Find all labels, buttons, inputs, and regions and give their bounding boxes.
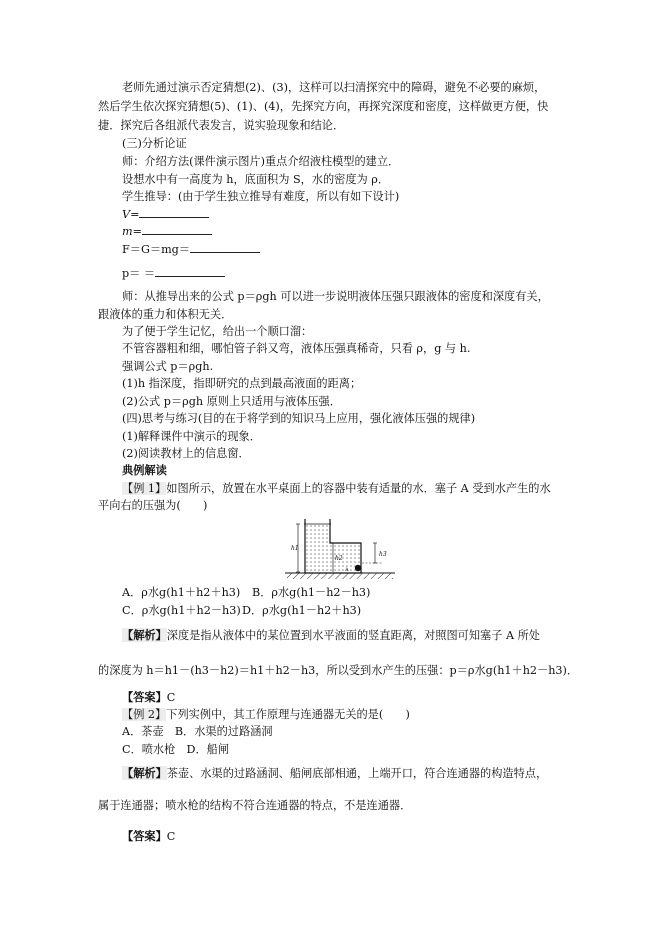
- option-cd: C．喷水枪 D．船闸: [122, 743, 230, 756]
- solution-text: 深度是指从液体中的某位置到水平液面的竖直距离，对照图可知塞子 A 所处: [166, 629, 540, 642]
- option-b: B．ρ水g(h1－h2－h3): [252, 586, 371, 599]
- examples-heading: 典例解读: [122, 463, 167, 477]
- answer-blank: [139, 216, 209, 218]
- paragraph-line: 然后学生依次探究猜想(5)、(1)、(4)，先探究方向，再探究深度和密度，这样做更方便，快: [98, 100, 549, 113]
- formula-p: [122, 266, 225, 281]
- answer-blank: [142, 233, 212, 235]
- container-diagram: [285, 516, 395, 582]
- example-2-question: [122, 707, 410, 722]
- formula-label: m=: [122, 225, 142, 238]
- formula-label: F＝G＝mg＝: [122, 243, 191, 256]
- option-d: D．ρ水g(h1－h2＋h3): [242, 604, 362, 617]
- paragraph-line: 的深度为 h＝h1－(h3－h2)＝h1＋h2－h3，所以受到水产生的压强：p＝ρ水g(h1＋h2－h3)．: [98, 664, 579, 677]
- paragraph-line: 不管容器粗和细，哪怕管子斜又弯，液体压强真稀奇，只看 ρ，g 与 h.: [122, 342, 471, 355]
- question-text: 如图所示，放置在水平桌面上的容器中装有适量的水．塞子 A 受到水产生的水: [166, 482, 551, 495]
- example-1-answer: [122, 690, 175, 705]
- formula-v: [122, 207, 209, 222]
- paragraph-line: 设想水中有一高度为 h，底面积为 S，水的密度为 ρ．: [122, 173, 390, 186]
- solution-tag: 【解析】: [122, 766, 167, 780]
- paragraph-line: 老师先通过演示否定猜想(2)、(3)，这样可以扫清探究中的障碍，避免不必要的麻烦，: [122, 81, 546, 94]
- section-heading: (三)分析论证: [122, 137, 187, 150]
- answer-tag: 【答案】: [122, 690, 167, 704]
- paragraph-line: 强调公式 p＝ρgh.: [122, 360, 214, 373]
- option-a: A．ρ水g(h1＋h2＋h3): [122, 586, 241, 599]
- formula-label: V=: [122, 208, 140, 221]
- stopper-a: [355, 565, 361, 571]
- formula-f: [122, 242, 260, 257]
- question-text: 下列实例中，其工作原理与连通器无关的是( ): [166, 708, 410, 721]
- example-tag: 【例 2】: [122, 708, 167, 721]
- example-2-solution: [122, 766, 547, 781]
- paragraph-line: 属于连通器；喷水枪的结构不符合连通器的特点，不是连通器．: [98, 799, 412, 812]
- answer-blank: [190, 251, 260, 253]
- solution-text: 茶壶、水渠的过路涵洞、船闸底部相通，上端开口，符合连通器的构造特点，: [166, 767, 548, 780]
- answer-value: C: [166, 830, 176, 843]
- option-ab: A．茶壶 B．水渠的过路涵洞: [122, 725, 273, 738]
- example-1-solution: [122, 628, 540, 643]
- ground-hatch: [287, 573, 393, 579]
- paragraph-line: 师：介绍方法(课件演示图片)重点介绍液柱模型的建立．: [122, 155, 400, 168]
- paragraph-line: (1)h 指深度，指即研究的点到最高液面的距离；: [122, 377, 362, 390]
- formula-m: [122, 224, 212, 239]
- answer-value: C: [166, 691, 176, 704]
- paragraph-line: 捷．探究后各组派代表发言，说实验现象和结论．: [98, 119, 345, 132]
- paragraph-line: (2)公式 p＝ρgh 原则上只适用与液体压强．: [122, 395, 341, 408]
- section-heading: (四)思考与练习(目的在于将学到的知识马上应用，强化液体压强的规律): [122, 412, 476, 425]
- paragraph-line: 平向右的压强为( ): [98, 499, 208, 512]
- paragraph-line: 为了便于学生记忆，给出一个顺口溜：: [122, 325, 313, 338]
- option-c: C．ρ水g(h1＋h2－h3): [122, 604, 241, 617]
- paragraph-line: 师：从推导出来的公式 p＝ρgh 可以进一步说明液体压强只跟液体的密度和深度有关，: [122, 290, 549, 303]
- paragraph-line: (1)解释课件中演示的现象．: [122, 430, 261, 443]
- example-1-question: [122, 481, 551, 496]
- answer-tag: 【答案】: [122, 829, 167, 843]
- formula-label: p＝ ＝: [122, 267, 156, 280]
- answer-blank: [155, 275, 225, 277]
- label-a: A: [345, 567, 349, 573]
- label-h2: h2: [335, 555, 343, 562]
- paragraph-line: (2)阅读教材上的信息窗．: [122, 447, 250, 460]
- solution-tag: 【解析】: [122, 628, 167, 642]
- example-tag: 【例 1】: [122, 482, 167, 495]
- label-h3: h3: [379, 551, 387, 558]
- label-h1: h1: [291, 545, 299, 552]
- paragraph-line: 跟液体的重力和体积无关．: [98, 308, 233, 321]
- paragraph-line: 学生推导：(由于学生独立推导有难度，所以有如下设计): [122, 190, 400, 203]
- example-2-answer: [122, 829, 175, 844]
